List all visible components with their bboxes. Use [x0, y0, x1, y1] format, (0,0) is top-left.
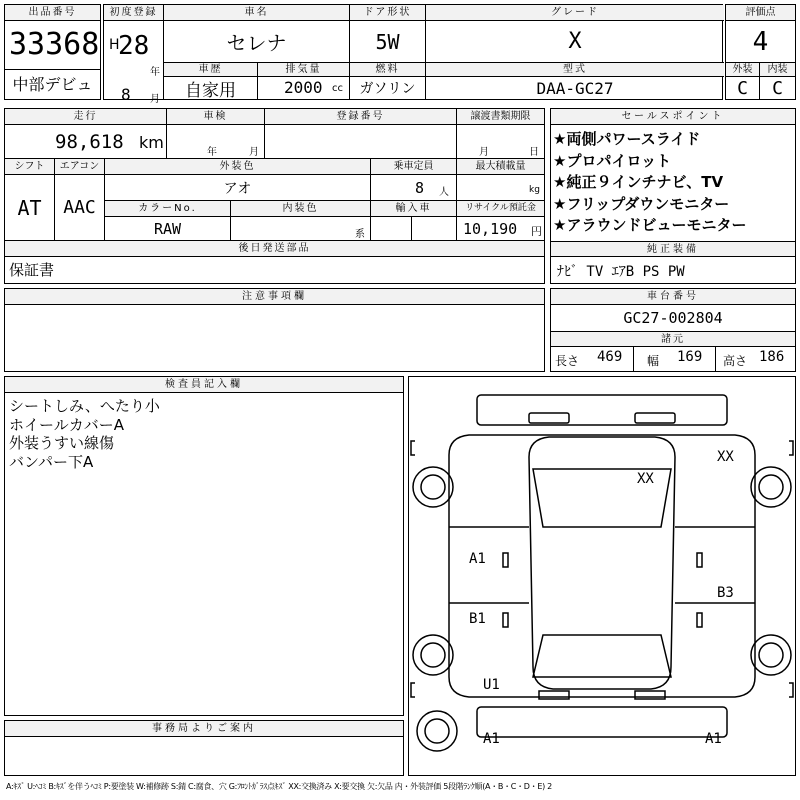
inspector-label: 検査員記入欄	[5, 377, 403, 393]
dims-divider	[715, 347, 716, 371]
score: 4	[726, 21, 795, 63]
import-cell	[371, 217, 457, 241]
displacement: 2000	[284, 78, 323, 97]
inspector-box	[4, 376, 404, 716]
history-label: 車歴	[164, 63, 258, 77]
int-grade: C	[772, 77, 783, 99]
capacity-cell	[371, 175, 457, 201]
mark-front-left-door: A1	[469, 551, 486, 567]
sales-label: セールスポイント	[551, 109, 795, 125]
intcolor-label: 内装色	[231, 201, 371, 217]
colorno-label: カラーNo.	[105, 201, 231, 217]
inspector-line: シートしみ、へたり小	[9, 397, 160, 415]
car-outline	[409, 377, 795, 775]
history: 自家用	[164, 77, 258, 99]
disp-unit: cc	[332, 83, 343, 94]
notes-label: 注意事項欄	[5, 289, 544, 305]
era: H	[109, 37, 120, 53]
height: 186	[759, 349, 785, 365]
office-label: 事務局よりご案内	[5, 721, 403, 737]
transfer-label: 譲渡書類期限	[457, 109, 544, 125]
door-type: 5W	[350, 21, 426, 63]
capacity: 8	[415, 179, 425, 197]
colorno: RAW	[105, 217, 231, 241]
inspect-cell	[167, 125, 265, 159]
year-unit: 年	[150, 67, 160, 78]
reg-year: 28	[118, 31, 150, 61]
inspector-line: バンパー下A	[9, 452, 94, 471]
regno-label: 登録番号	[265, 109, 457, 125]
door-label: ドア形状	[350, 5, 426, 21]
office-box	[4, 720, 404, 776]
mark-rear-left-door: B1	[469, 611, 486, 627]
name-label: 車名	[164, 5, 350, 21]
int-label: 内装	[760, 63, 795, 77]
wid-label: 幅	[647, 354, 660, 368]
venue: 中部デビュ	[5, 69, 100, 99]
header-grid	[103, 4, 723, 105]
notes-box	[4, 288, 545, 372]
ext-grade: C	[726, 77, 760, 99]
legend: A:ｷｽﾞ U:ﾍｺﾐ B:ｷｽﾞを伴うﾍｺﾐ P:要塗装 W:補修跡 S:錆 C:腐食、穴 G:ﾌﾛﾝﾄｶﾞﾗｽ点ｷｽﾞ XX:交換済み X:要交換 欠:欠品 内・外装評価 5段階ﾗﾝｸ順(A・B・C・D・E) 2	[6, 782, 552, 791]
fuel: ガソリン	[350, 77, 426, 99]
sales-point: ★純正９インチナビ、TV	[553, 173, 724, 191]
regno-value	[265, 125, 457, 159]
disp-label: 排気量	[258, 63, 350, 77]
score-label: 評価点	[726, 5, 795, 21]
transfer-day: 日	[529, 147, 539, 158]
lot-box	[4, 4, 101, 100]
color: アオ	[105, 175, 371, 201]
import-divider	[411, 217, 412, 240]
sales-point: ★アラウンドビューモニター	[553, 216, 747, 234]
mark-roof: XX	[637, 471, 654, 487]
sales-points	[550, 108, 796, 284]
inspector-line: 外装うすい線傷	[9, 434, 115, 452]
transfer-month: 月	[479, 147, 489, 158]
score-box	[725, 4, 796, 100]
shift-label: シフト	[5, 159, 55, 175]
capacity-unit: 人	[439, 187, 449, 198]
len-label: 長さ	[555, 354, 580, 368]
km-unit: km	[139, 133, 164, 152]
transfer-cell	[457, 125, 544, 159]
mark-right-door: B3	[717, 585, 734, 601]
load-cell	[457, 175, 544, 201]
dims-label: 諸元	[551, 331, 795, 347]
chassis-label: 車台番号	[551, 289, 795, 305]
lot-number: 33368	[9, 27, 100, 62]
model-label: 型式	[426, 63, 724, 77]
model-code: DAA-GC27	[536, 78, 614, 98]
recycle-unit: 円	[531, 225, 542, 238]
specs-table	[4, 108, 545, 284]
chassis-box	[550, 288, 796, 372]
sales-point: ★フリップダウンモニター	[553, 194, 730, 213]
shift: AT	[5, 175, 55, 241]
recycle-fee: 10,190	[463, 220, 518, 238]
grade-label: グレード	[426, 5, 724, 21]
recycle-cell	[457, 217, 544, 241]
equipment: ﾅﾋﾞ TV ｴｱB PS PW	[557, 264, 685, 280]
mileage: 98,618	[55, 131, 124, 153]
width: 169	[677, 349, 703, 365]
later-parts-label: 後日発送部品	[5, 241, 544, 257]
lot-label: 出品番号	[5, 5, 100, 21]
reg-cell	[104, 21, 164, 105]
capacity-label: 乗車定員	[371, 159, 457, 175]
dims-row	[551, 347, 795, 371]
load-label: 最大積載量	[457, 159, 544, 175]
later-parts: 保証書	[9, 261, 55, 279]
reg-month: 8	[121, 85, 131, 104]
inspect-year-unit: 年	[207, 147, 217, 158]
import-label: 輸入車	[371, 201, 457, 217]
hgt-label: 高さ	[723, 354, 748, 368]
equip-label: 純正装備	[551, 241, 795, 257]
aircon: AAC	[55, 175, 105, 241]
sales-point: ★両側パワースライド	[553, 130, 701, 148]
length: 469	[597, 349, 623, 365]
disp-cell	[258, 77, 350, 99]
mileage-cell	[5, 125, 167, 159]
color-label: 外装色	[105, 159, 371, 175]
inspector-notes	[9, 397, 160, 471]
load-unit: kg	[529, 185, 540, 195]
fuel-label: 燃料	[350, 63, 426, 77]
inspector-line: ホイールカバーA	[9, 415, 124, 434]
sales-point: ★プロパイロット	[553, 151, 672, 170]
mark-front-left: U1	[483, 677, 500, 693]
ac-label: エアコン	[55, 159, 105, 175]
grade: X	[426, 21, 724, 63]
car-diagram	[408, 376, 796, 776]
reg-label: 初度登録	[104, 5, 164, 21]
sales-list	[553, 129, 746, 237]
recycle-label: リサイクル預託金	[457, 201, 544, 217]
dims-divider	[633, 347, 634, 371]
mark-bumper-left: A1	[483, 731, 500, 747]
mileage-label: 走行	[5, 109, 167, 125]
intcolor-unit: 系	[355, 229, 365, 240]
mark-bumper-right: A1	[705, 731, 722, 747]
month-unit: 月	[150, 94, 160, 105]
inspect-month-unit: 月	[249, 147, 259, 158]
mark-rear-right: XX	[717, 449, 734, 465]
intcolor-cell	[231, 217, 371, 241]
ext-label: 外装	[726, 63, 760, 77]
car-name: セレナ	[164, 21, 350, 63]
inspect-label: 車検	[167, 109, 265, 125]
chassis-number: GC27-002804	[623, 309, 723, 327]
